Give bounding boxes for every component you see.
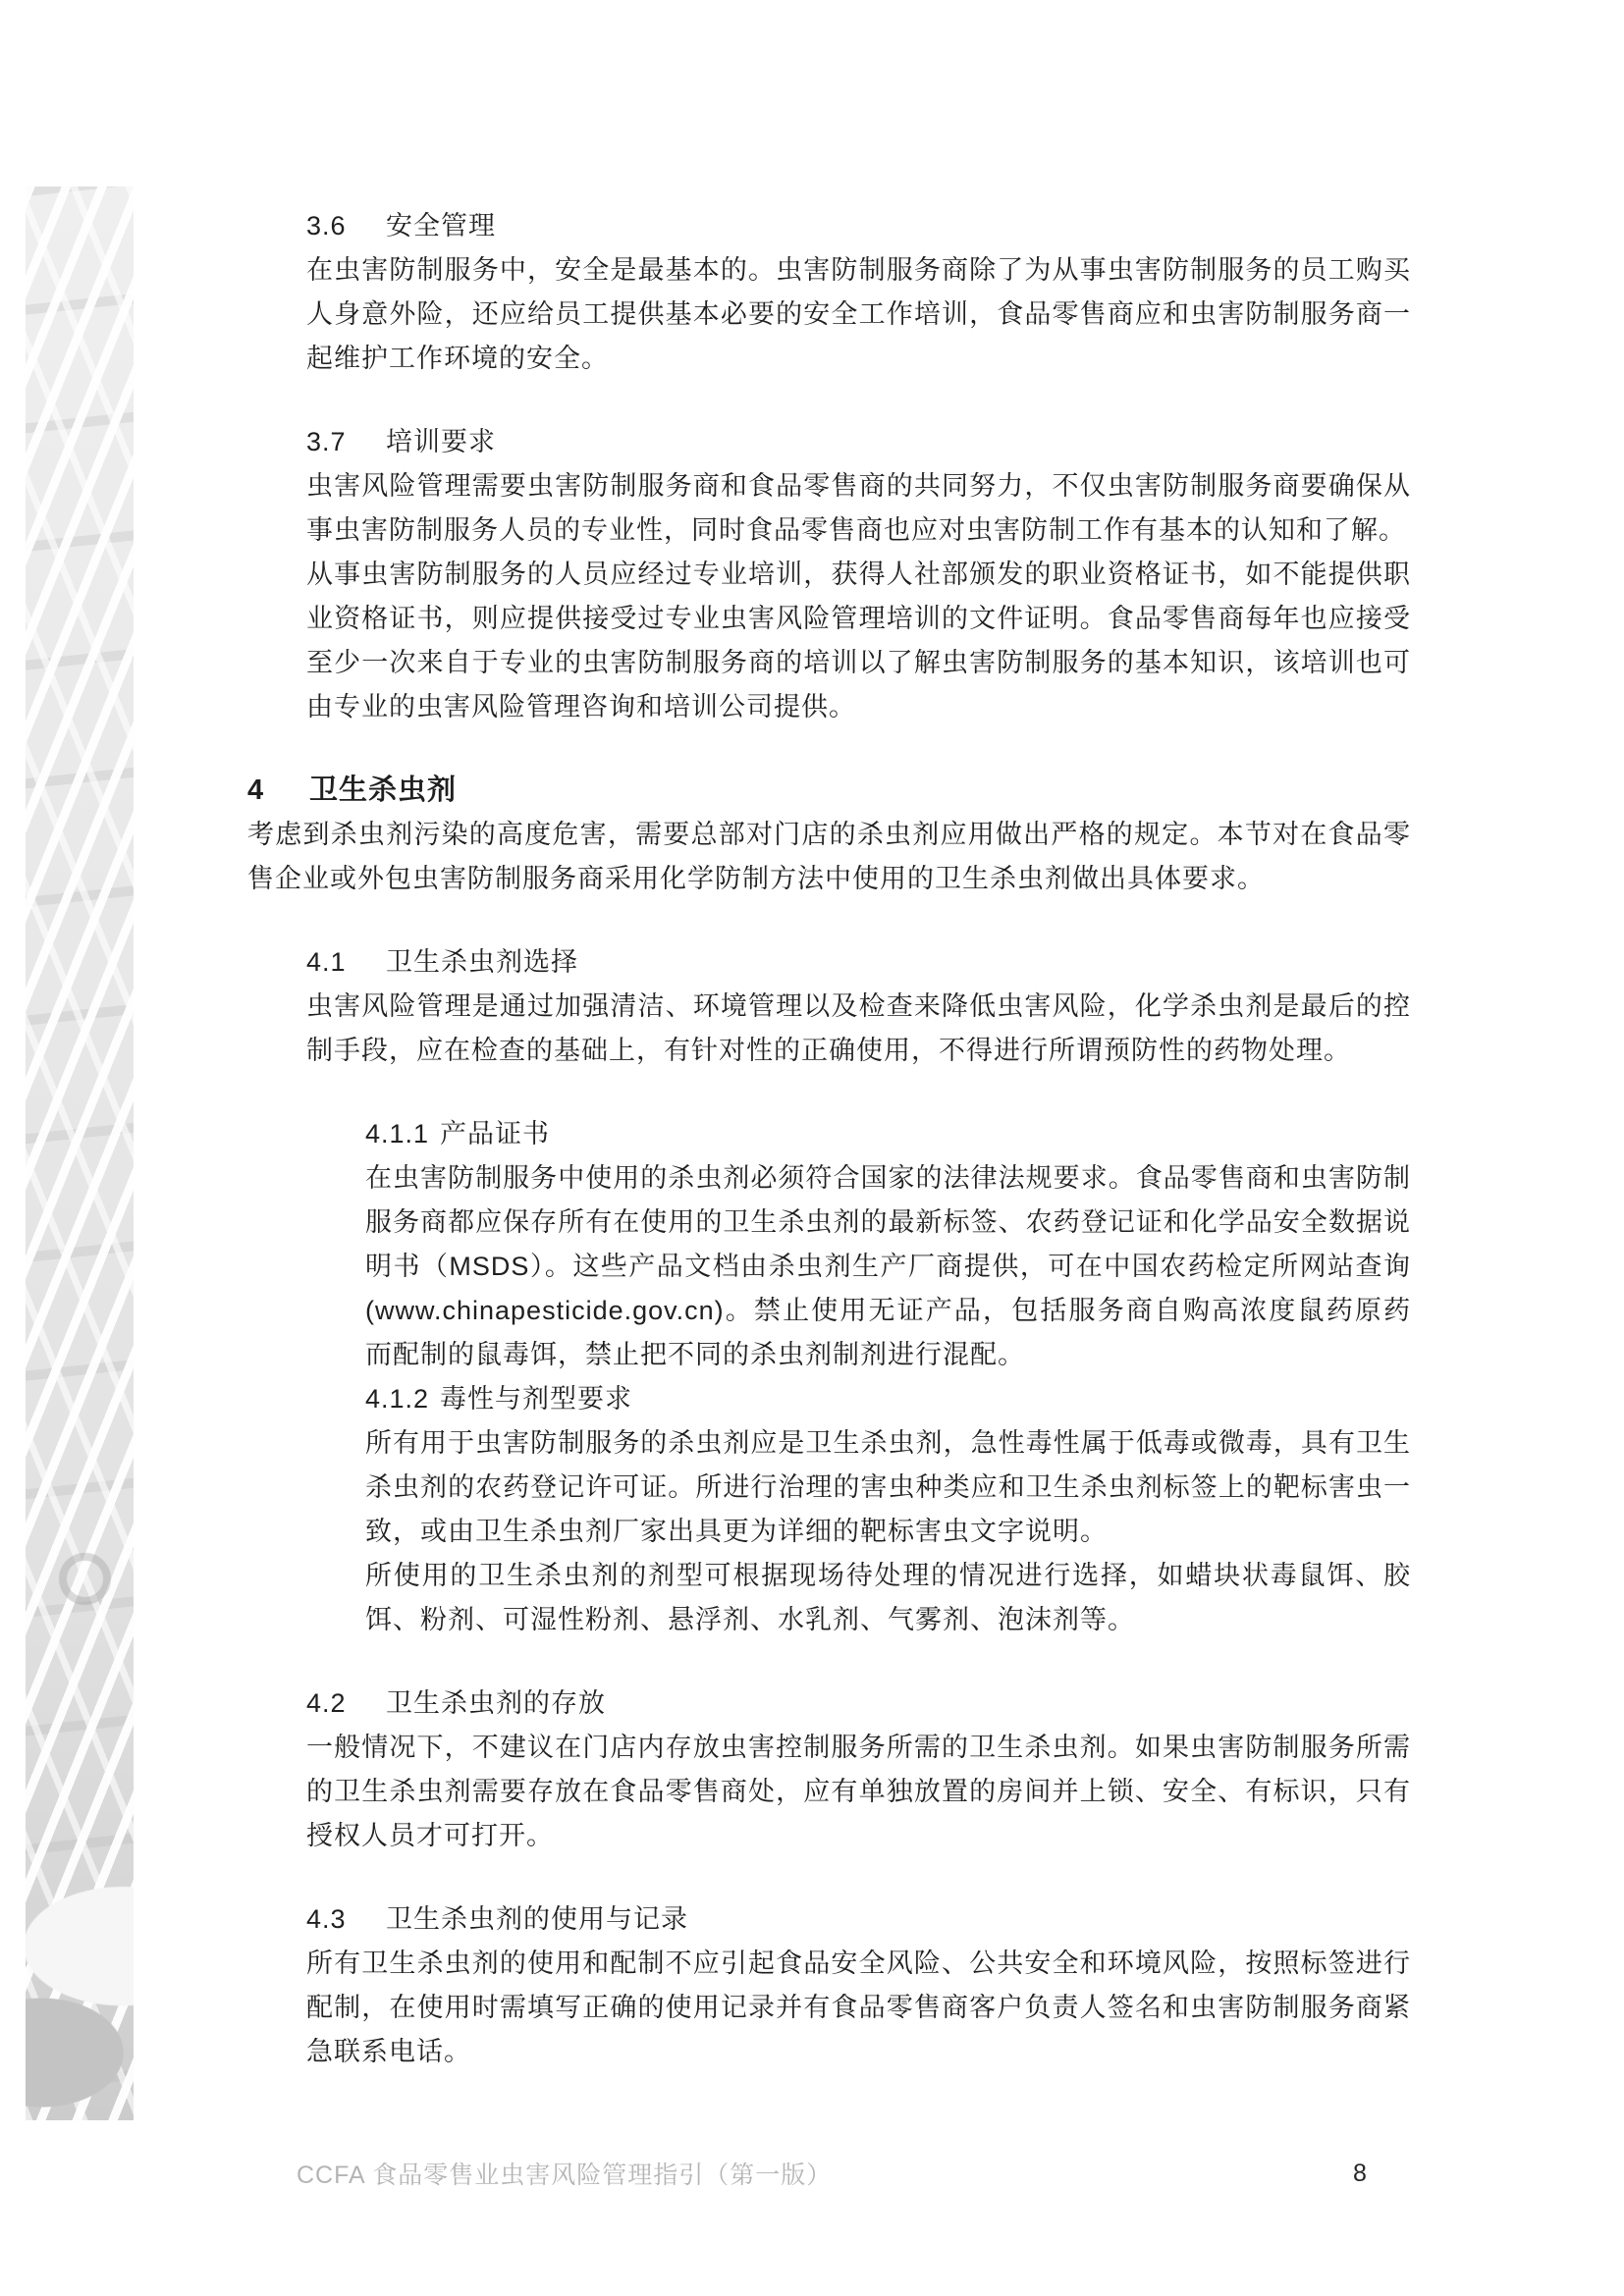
section-heading bbox=[365, 1377, 1411, 1421]
section-4-3 bbox=[247, 1897, 1411, 2074]
section-heading bbox=[365, 1112, 1411, 1156]
section-heading bbox=[306, 940, 1411, 985]
section-number: 4.2 bbox=[306, 1688, 347, 1718]
section-title: 卫生杀虫剂的使用与记录 bbox=[386, 1904, 688, 1934]
paragraph: 虫害风险管理需要虫害防制服务商和食品零售商的共同努力，不仅虫害防制服务商要确保从事虫害防制服务人员的专业性，同时食品零售商也应对虫害防制工作有基本的认知和了解。 bbox=[306, 471, 1411, 545]
section-4-1-2 bbox=[247, 1377, 1411, 1642]
section-4-1-1 bbox=[247, 1112, 1411, 1377]
section-4 bbox=[247, 769, 1411, 901]
paragraph: 所有用于虫害防制服务的杀虫剂应是卫生杀虫剂，急性毒性属于低毒或微毒，具有卫生杀虫剂的农药登记许可证。所进行治理的害虫种类应和卫生杀虫剂标签上的靶标害虫一致，或由卫生杀虫剂厂家出具更为详细的靶标害虫文字说明。 bbox=[365, 1428, 1411, 1546]
section-title: 毒性与剂型要求 bbox=[440, 1384, 632, 1414]
section-heading bbox=[306, 204, 1411, 248]
paragraph: 虫害风险管理是通过加强清洁、环境管理以及检查来降低虫害风险，化学杀虫剂是最后的控制手段，应在检查的基础上，有针对性的正确使用，不得进行所谓预防性的药物处理。 bbox=[306, 991, 1411, 1065]
paragraph: 所使用的卫生杀虫剂的剂型可根据现场待处理的情况进行选择，如蜡块状毒鼠饵、胶饵、粉剂、可湿性粉剂、悬浮剂、水乳剂、气雾剂、泡沫剂等。 bbox=[365, 1561, 1411, 1634]
footer-doc-title: CCFA 食品零售业虫害风险管理指引（第一版） bbox=[297, 2162, 833, 2189]
section-number: 3.7 bbox=[306, 427, 347, 456]
section-heading bbox=[306, 1897, 1411, 1942]
paragraph: 在虫害防制服务中，安全是最基本的。虫害防制服务商除了为从事虫害防制服务的员工购买人身意外险，还应给员工提供基本必要的安全工作培训，食品零售商应和虫害防制服务商一起维护工作环境的安全。 bbox=[306, 255, 1411, 373]
section-number: 4.1.2 bbox=[365, 1384, 430, 1414]
page-content bbox=[247, 204, 1411, 2074]
section-number: 4.3 bbox=[306, 1904, 347, 1934]
section-number: 4 bbox=[247, 774, 265, 806]
paragraph: 从事虫害防制服务的人员应经过专业培训，获得人社部颁发的职业资格证书，如不能提供职业资格证书，则应提供接受过专业虫害风险管理培训的文件证明。食品零售商每年也应接受至少一次来自于专业的虫害防制服务商的培训以了解虫害防制服务的基本知识，该培训也可由专业的虫害风险管理咨询和培训公司提供。 bbox=[306, 560, 1411, 721]
section-number: 4.1 bbox=[306, 947, 347, 977]
section-title: 卫生杀虫剂 bbox=[309, 774, 458, 806]
paragraph: 所有卫生杀虫剂的使用和配制不应引起食品安全风险、公共安全和环境风险，按照标签进行配制，在使用时需填写正确的使用记录并有食品零售商客户负责人签名和虫害防制服务商紧急联系电话。 bbox=[306, 1949, 1411, 2066]
paragraph: 在虫害防制服务中使用的杀虫剂必须符合国家的法律法规要求。食品零售商和虫害防制服务商都应保存所有在使用的卫生杀虫剂的最新标签、农药登记证和化学品安全数据说明书（MSDS）。这些产品文档由杀虫剂生产厂商提供，可在中国农药检定所网站查询(www.chinapesticide.gov.cn)。禁止使用无证产品，包括服务商自购高浓度鼠药原药而配制的鼠毒饵，禁止把不同的杀虫剂制剂进行混配。 bbox=[365, 1163, 1411, 1369]
section-4-1 bbox=[247, 940, 1411, 1073]
section-3-6 bbox=[247, 204, 1411, 381]
section-number: 4.1.1 bbox=[365, 1119, 430, 1148]
section-title: 培训要求 bbox=[386, 427, 496, 456]
section-3-7 bbox=[247, 420, 1411, 729]
section-title: 卫生杀虫剂选择 bbox=[386, 947, 578, 977]
section-heading bbox=[306, 420, 1411, 464]
section-title: 卫生杀虫剂的存放 bbox=[386, 1688, 606, 1718]
section-heading bbox=[306, 1682, 1411, 1726]
section-number: 3.6 bbox=[306, 211, 347, 240]
paragraph: 一般情况下，不建议在门店内存放虫害控制服务所需的卫生杀虫剂。如果虫害防制服务所需的卫生杀虫剂需要存放在食品零售商处，应有单独放置的房间并上锁、安全、有标识，只有授权人员才可打开。 bbox=[306, 1733, 1411, 1850]
section-title: 产品证书 bbox=[440, 1119, 550, 1148]
section-title: 安全管理 bbox=[386, 211, 496, 240]
shopping-carts-photo bbox=[26, 187, 134, 2120]
page-number: 8 bbox=[1353, 2160, 1367, 2187]
section-heading bbox=[247, 769, 1411, 813]
paragraph: 考虑到杀虫剂污染的高度危害，需要总部对门店的杀虫剂应用做出严格的规定。本节对在食品零售企业或外包虫害防制服务商采用化学防制方法中使用的卫生杀虫剂做出具体要求。 bbox=[247, 820, 1411, 893]
section-4-2 bbox=[247, 1682, 1411, 1858]
